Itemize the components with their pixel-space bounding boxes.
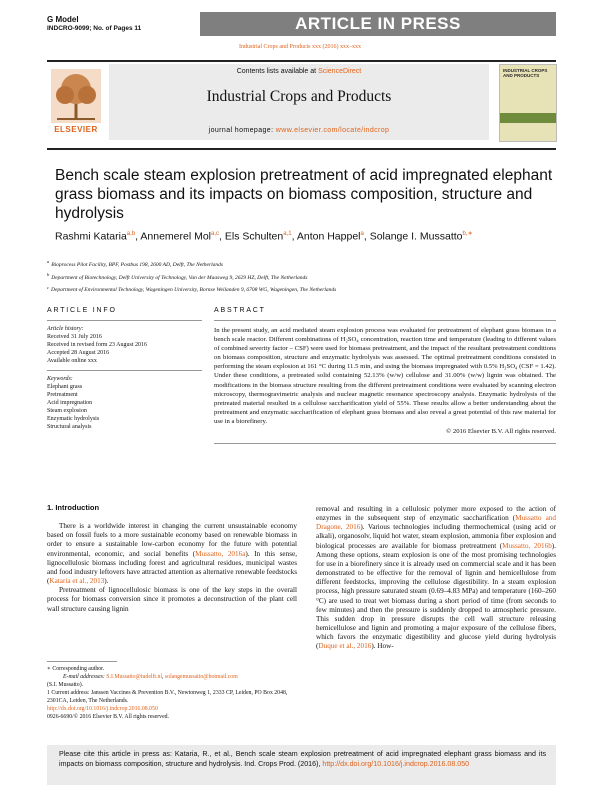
author-name[interactable]: Rashmi Kataria [55,230,127,243]
footnotes [47,661,297,721]
abstract-column [214,307,556,444]
author-name[interactable]: Anton Happel [296,230,361,243]
keyword: Structural analysis [47,424,92,430]
author-affiliation-marker[interactable]: a,c [211,231,220,237]
abstract-rule [214,320,556,321]
affiliation: $^c$Department of Environmental Technology, Wageningen University, Bornse Weilanden 9, 6708 WG, Wageningen, The Netherlands [47,284,337,294]
article-info-column [47,307,202,431]
author-affiliation-marker[interactable]: b,∗ [462,231,473,237]
history-entry: Received 31 July 2016 [47,334,102,340]
author-name[interactable]: Solange I. Mussatto [369,230,463,243]
info-rule [47,320,202,321]
affiliations [47,257,556,295]
author-separator: , [135,230,141,243]
history-entry: Available online xxx [47,358,97,364]
issn-line: 0926-6690/© 2016 Elsevier B.V. All rights reserved. [47,714,169,720]
cover-band [500,113,556,123]
article-title: Bench scale steam explosion pretreatment of acid impregnated elephant grass biomass and its impacts on biomass composition, structure and hydrolysis [55,167,553,222]
keywords [47,375,202,431]
copyright-line: © 2016 Elsevier B.V. All rights reserved. [446,428,556,436]
page-count: No. of Pages 11 [93,25,142,32]
article-info-heading: ARTICLE INFO [47,307,117,314]
journal-citation[interactable]: Industrial Crops and Products xxx (2016) xxx–xxx [239,44,361,50]
keyword: Enzymatic hydrolysis [47,416,100,422]
doi-link[interactable]: http://dx.doi.org/10.1016/j.indcrop.2016.08.050 [47,706,158,712]
keyword: Elephant grass [47,384,83,390]
citation-text: Please cite this article in press as: Kataria, R., et al., Bench scale steam explosion pretreatment of acid impregnated elephant grass biomass and its impacts on biomass composition, structure and hydrolysis. Ind. Crops Prod. (2016), http://dx.doi.org/10.1016/j.indcrop.2016.08.050 [59,750,546,768]
current-address-note: 1 Current address: Janssen Vaccines & Prevention B.V., Newtonweg 1, 2333 CP, Leiden, PO Box 2048, 2301CA, Leiden, The Netherlands. [47,690,288,704]
body-paragraph: removal and resulting in a cellulosic polymer more exposed to the action of enzymes in the subsequent step of enzymatic saccharification (Mussatto and Dragone, 2016). Various technologies including thermochemical (using acid or alkali), organosolv, liquid hot water, steam explosion, ammonia fiber explosion and biological processes are available for biomass pretreatment (Mussatto, 2016b). Among these options, steam explosion is one of the most promising technologies for use in a biorefinery since it is already used on commercial scale and it has been demonstrated to be effective for the removal of lignin and hemicellulose from different feedstocks, improving the cellulose digestibility. In a steam explosion process, high pressure saturated steam (0.69–4.83 MPa) and temperature (160–260 °C) are used to treat wet biomass during a short period of time (from seconds to few minutes) and then the pressure is suddenly dropped to atmospheric pressure. This sudden drop in pressure disrupts the cell wall structure releasing hemicellulose and lignin and promoting a major exposure of the cellulose fibers, which favors the enzymatic digestibility and glucose yield during hydrolysis (Duque et al., 2016). How- [316,505,556,651]
body-left-column [47,503,297,614]
author-separator: , [219,230,225,243]
section-heading: 1. Introduction [47,503,100,512]
abstract-heading: ABSTRACT [214,307,266,314]
homepage-line [109,127,489,134]
author-affiliation-marker[interactable]: a,b [126,231,136,237]
corresponding-author-note: ∗ Corresponding author. [47,666,105,672]
author-name[interactable]: Els Schulten [224,230,284,243]
article-in-press-banner: ARTICLE IN PRESS [200,12,556,36]
citation-link[interactable]: Mussatto, 2016a [195,549,246,558]
citation-box [47,745,556,785]
email-owner: (S.I. Mussatto). [47,682,84,688]
author-list [55,227,555,244]
keyword: Acid impregnation [47,400,93,406]
abstract-rule [214,443,556,444]
email-link[interactable]: solangemussatto@hotmail.com [164,674,238,680]
cover-title: INDUSTRIAL CROPS AND PRODUCTS [503,68,548,78]
abstract-text: In the present study, an acid mediated steam explosion process was evaluated for pretreatment of elephant grass biomass in a bench scale reactor. Different combinations of H₂SO₄ concentration, reaction time and temperature (leading to different values of combined severity factor – CSF) were used for biomass pretreatment, and the impact of the resultant pretreatment conditions on biomass composition, structure and enzymatic hydrolysis was assessed. The optimal pretreatment conditions consisted in performing the steam explosion at 161 °C during 11.5 min, and using the biomass impregnated with 0.5% H₂SO₄ (CSF = 1.42). Under these conditions, a pretreated solid containing 52.13% (w/w) cellulose and 31.00% (w/w) lignin was obtained. The modifications in the biomass structure resulting from the different pretreatment conditions were evaluated by scanning electron microscopy, thermogravimetric analysis and nuclear magnetic resonance spectroscopy analysis. Enzymatic hydrolysis of the pretreated material resulted in a cellulose saccharification yield of 55%. These results allow a better understanding about the pretreatment and enzymatic saccharification of elephant grass biomass and also reveal a great potential of this raw material for use in a biorefinery. [214,327,556,425]
journal-masthead [47,62,556,144]
email-line: E-mail addresses: S.I.Mussatto@tudelft.nl, solangemussatto@hotmail.com [63,674,238,680]
email-link[interactable]: S.I.Mussatto@tudelft.nl [106,674,163,680]
footnote-rule [47,661,117,662]
article-code-line [47,25,141,32]
header-rule-bottom [47,148,556,150]
affiliation: $^b$Department of Biotechnology, Delft University of Technology, Van der Maasweg 9, 2629 HZ, Delft, The Netherlands [47,271,308,281]
homepage-prefix: journal homepage: [208,127,276,134]
author-separator: , [363,230,370,243]
contents-prefix: Contents lists available at [236,68,319,75]
citation-doi-link[interactable]: http://dx.doi.org/10.1016/j.indcrop.2016.08.050 [322,760,470,768]
author-name[interactable]: Annemerel Mol [140,230,212,243]
citation-link[interactable]: Mussatto, 2016b [502,541,552,550]
article-history [47,325,202,365]
affiliation: $^a$Bioprocess Pilot Facility, BPF, Postbus 198, 2600 AD, Delft, The Netherlands [47,259,224,268]
author-affiliation-marker[interactable]: a,1 [283,231,292,237]
history-label: Article history: [47,326,84,332]
contents-line [109,68,489,75]
body-paragraph: Pretreatment of lignocellulosic biomass is one of the key steps in the overall process for biomass conversion since it promotes a deconstruction of the plant cell wall structure causing lignin [47,586,297,613]
article-code: INDCRO-9099; [47,25,92,32]
sciencedirect-link[interactable]: ScienceDirect [318,68,362,75]
journal-title: Industrial Crops and Products [206,88,392,105]
citation-link[interactable]: Kataria et al., 2013 [49,577,105,586]
publisher-wordmark: ELSEVIER [54,125,98,134]
history-entry: Accepted 28 August 2016 [47,350,110,356]
history-entry: Received in revised form 23 August 2016 [47,342,147,348]
keywords-label: Keywords: [47,376,73,382]
citation-link[interactable]: Mussatto and Dragone, 2016 [316,514,556,532]
g-model-label: G Model [47,15,79,24]
author-affiliation-marker[interactable]: a [360,231,364,237]
body-right-column [316,505,556,652]
citation-link[interactable]: Duque et al., 2016 [318,642,372,651]
journal-cover-thumbnail [499,64,557,142]
keyword: Steam explosion [47,408,87,414]
info-rule [47,370,202,371]
homepage-link[interactable]: www.elsevier.com/locate/indcrop [275,127,390,134]
body-paragraph: There is a worldwide interest in changing the current unsustainable economy based on fossil fuels to a more sustainable economy based on renewable biomass in order to ensure a sustainable low-carbon economy for the future with potential environmental, economic, and social benefits (Mussatto, 2016a). In this sense, lignocellulosic biomass including forest and agricultural residues, municipal wastes and food industry leftovers have attracted attention as alternative renewable feedstocks (Kataria et al., 2013). [47,522,298,586]
journal-info-box [109,64,489,140]
keyword: Pretreatment [47,392,78,398]
author-separator: , [291,230,297,243]
